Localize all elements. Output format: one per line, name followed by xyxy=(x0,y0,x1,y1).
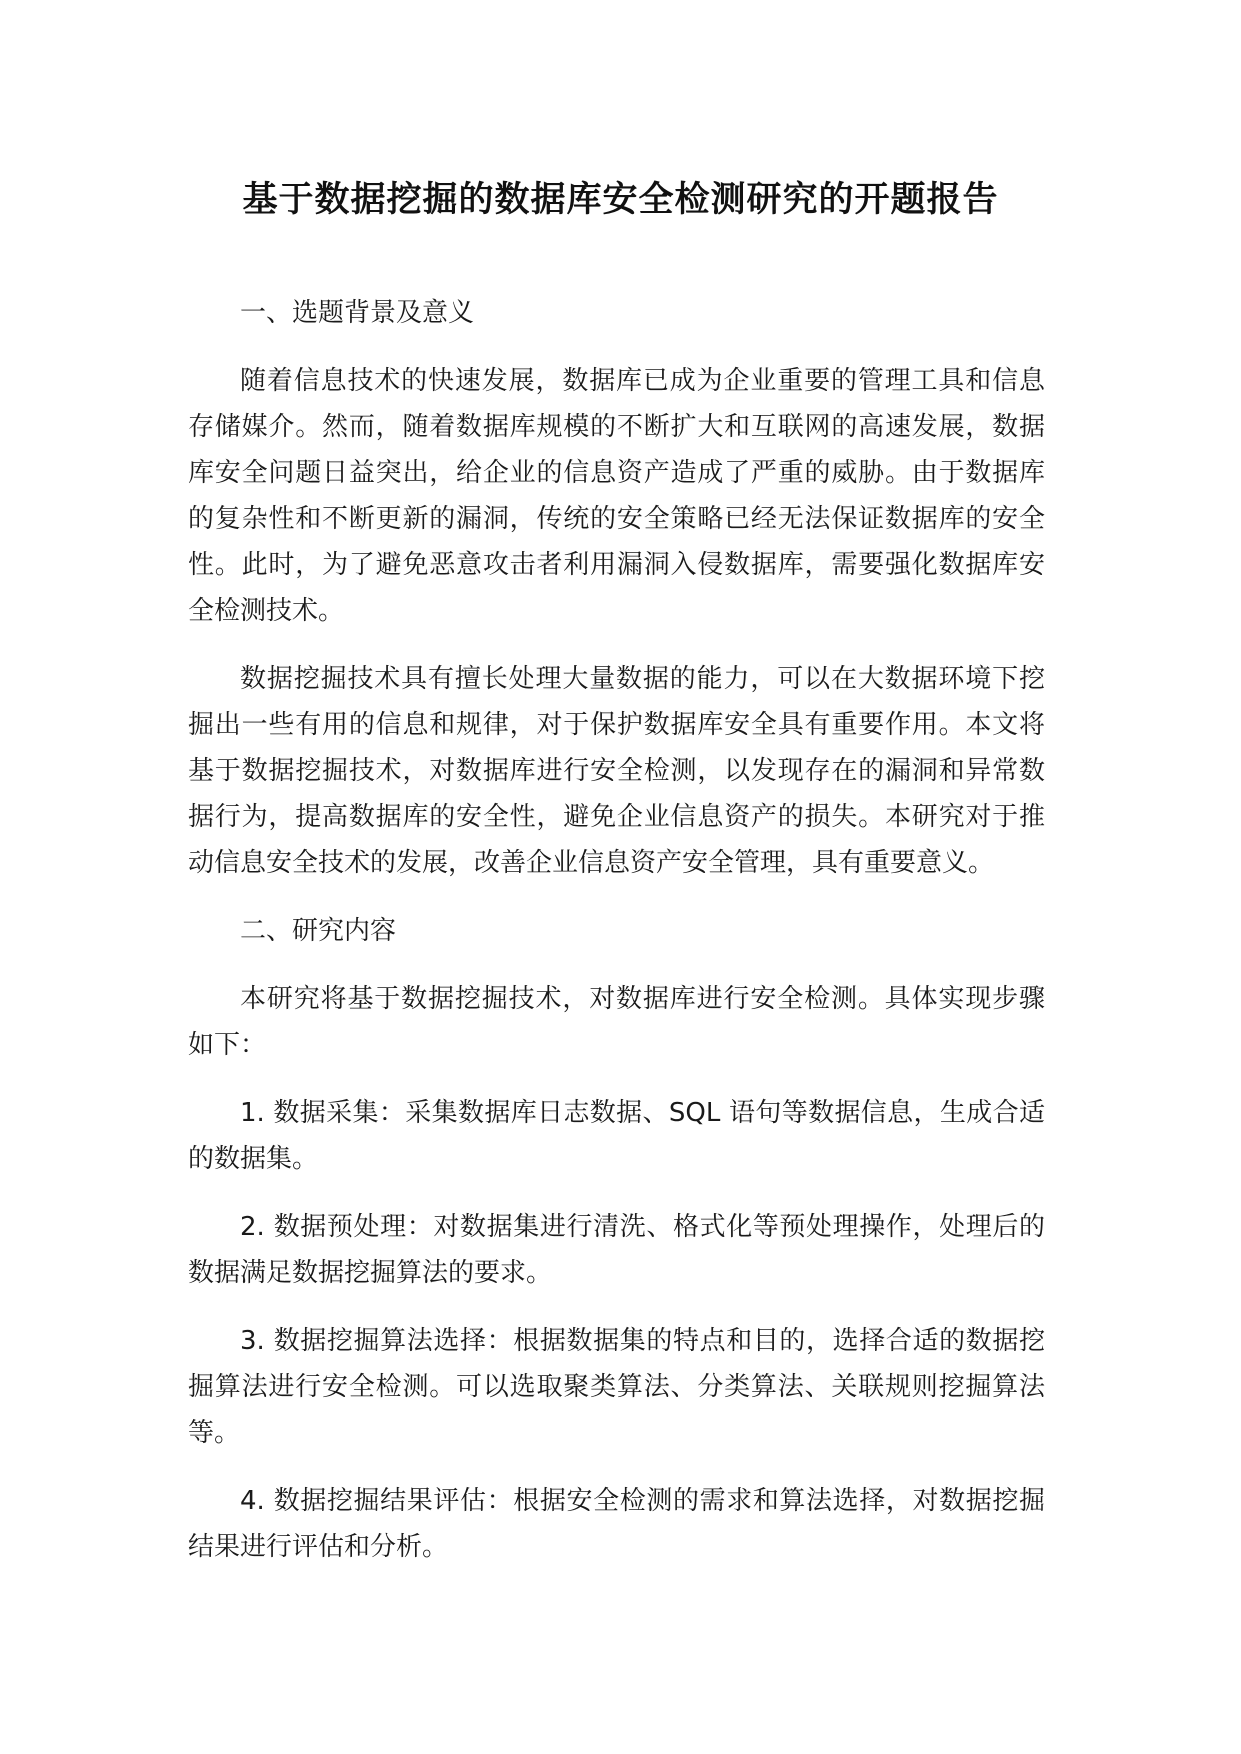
list-item: 1. 数据采集：采集数据库日志数据、SQL 语句等数据信息，生成合适的数据集。 xyxy=(188,1098,1045,1174)
paragraph: 随着信息技术的快速发展，数据库已成为企业重要的管理工具和信息存储媒介。然而，随着数据库规模的不断扩大和互联网的高速发展，数据库安全问题日益突出，给企业的信息资产造成了严重的威胁。由于数据库的复杂性和不断更新的漏洞，传统的安全策略已经无法保证数据库的安全性。此时，为了避免恶意攻击者利用漏洞入侵数据库，需要强化数据库安全检测技术。 xyxy=(188,366,1045,626)
document-body xyxy=(188,290,1045,1592)
document-title: 基于数据挖掘的数据库安全检测研究的开题报告 xyxy=(242,180,999,220)
list-item: 4. 数据挖掘结果评估：根据安全检测的需求和算法选择，对数据挖掘结果进行评估和分析。 xyxy=(188,1486,1045,1562)
list-item: 2. 数据预处理：对数据集进行清洗、格式化等预处理操作，处理后的数据满足数据挖掘算法的要求。 xyxy=(188,1212,1045,1288)
section-heading: 二、研究内容 xyxy=(240,916,397,946)
paragraph: 本研究将基于数据挖掘技术，对数据库进行安全检测。具体实现步骤如下： xyxy=(188,984,1045,1060)
paragraph: 数据挖掘技术具有擅长处理大量数据的能力，可以在大数据环境下挖掘出一些有用的信息和规律，对于保护数据库安全具有重要作用。本文将基于数据挖掘技术，对数据库进行安全检测，以发现存在的漏洞和异常数据行为，提高数据库的安全性，避免企业信息资产的损失。本研究对于推动信息安全技术的发展，改善企业信息资产安全管理，具有重要意义。 xyxy=(188,664,1045,878)
section-heading: 一、选题背景及意义 xyxy=(240,298,475,328)
list-item: 3. 数据挖掘算法选择：根据数据集的特点和目的，选择合适的数据挖掘算法进行安全检测。可以选取聚类算法、分类算法、关联规则挖掘算法等。 xyxy=(188,1326,1045,1448)
